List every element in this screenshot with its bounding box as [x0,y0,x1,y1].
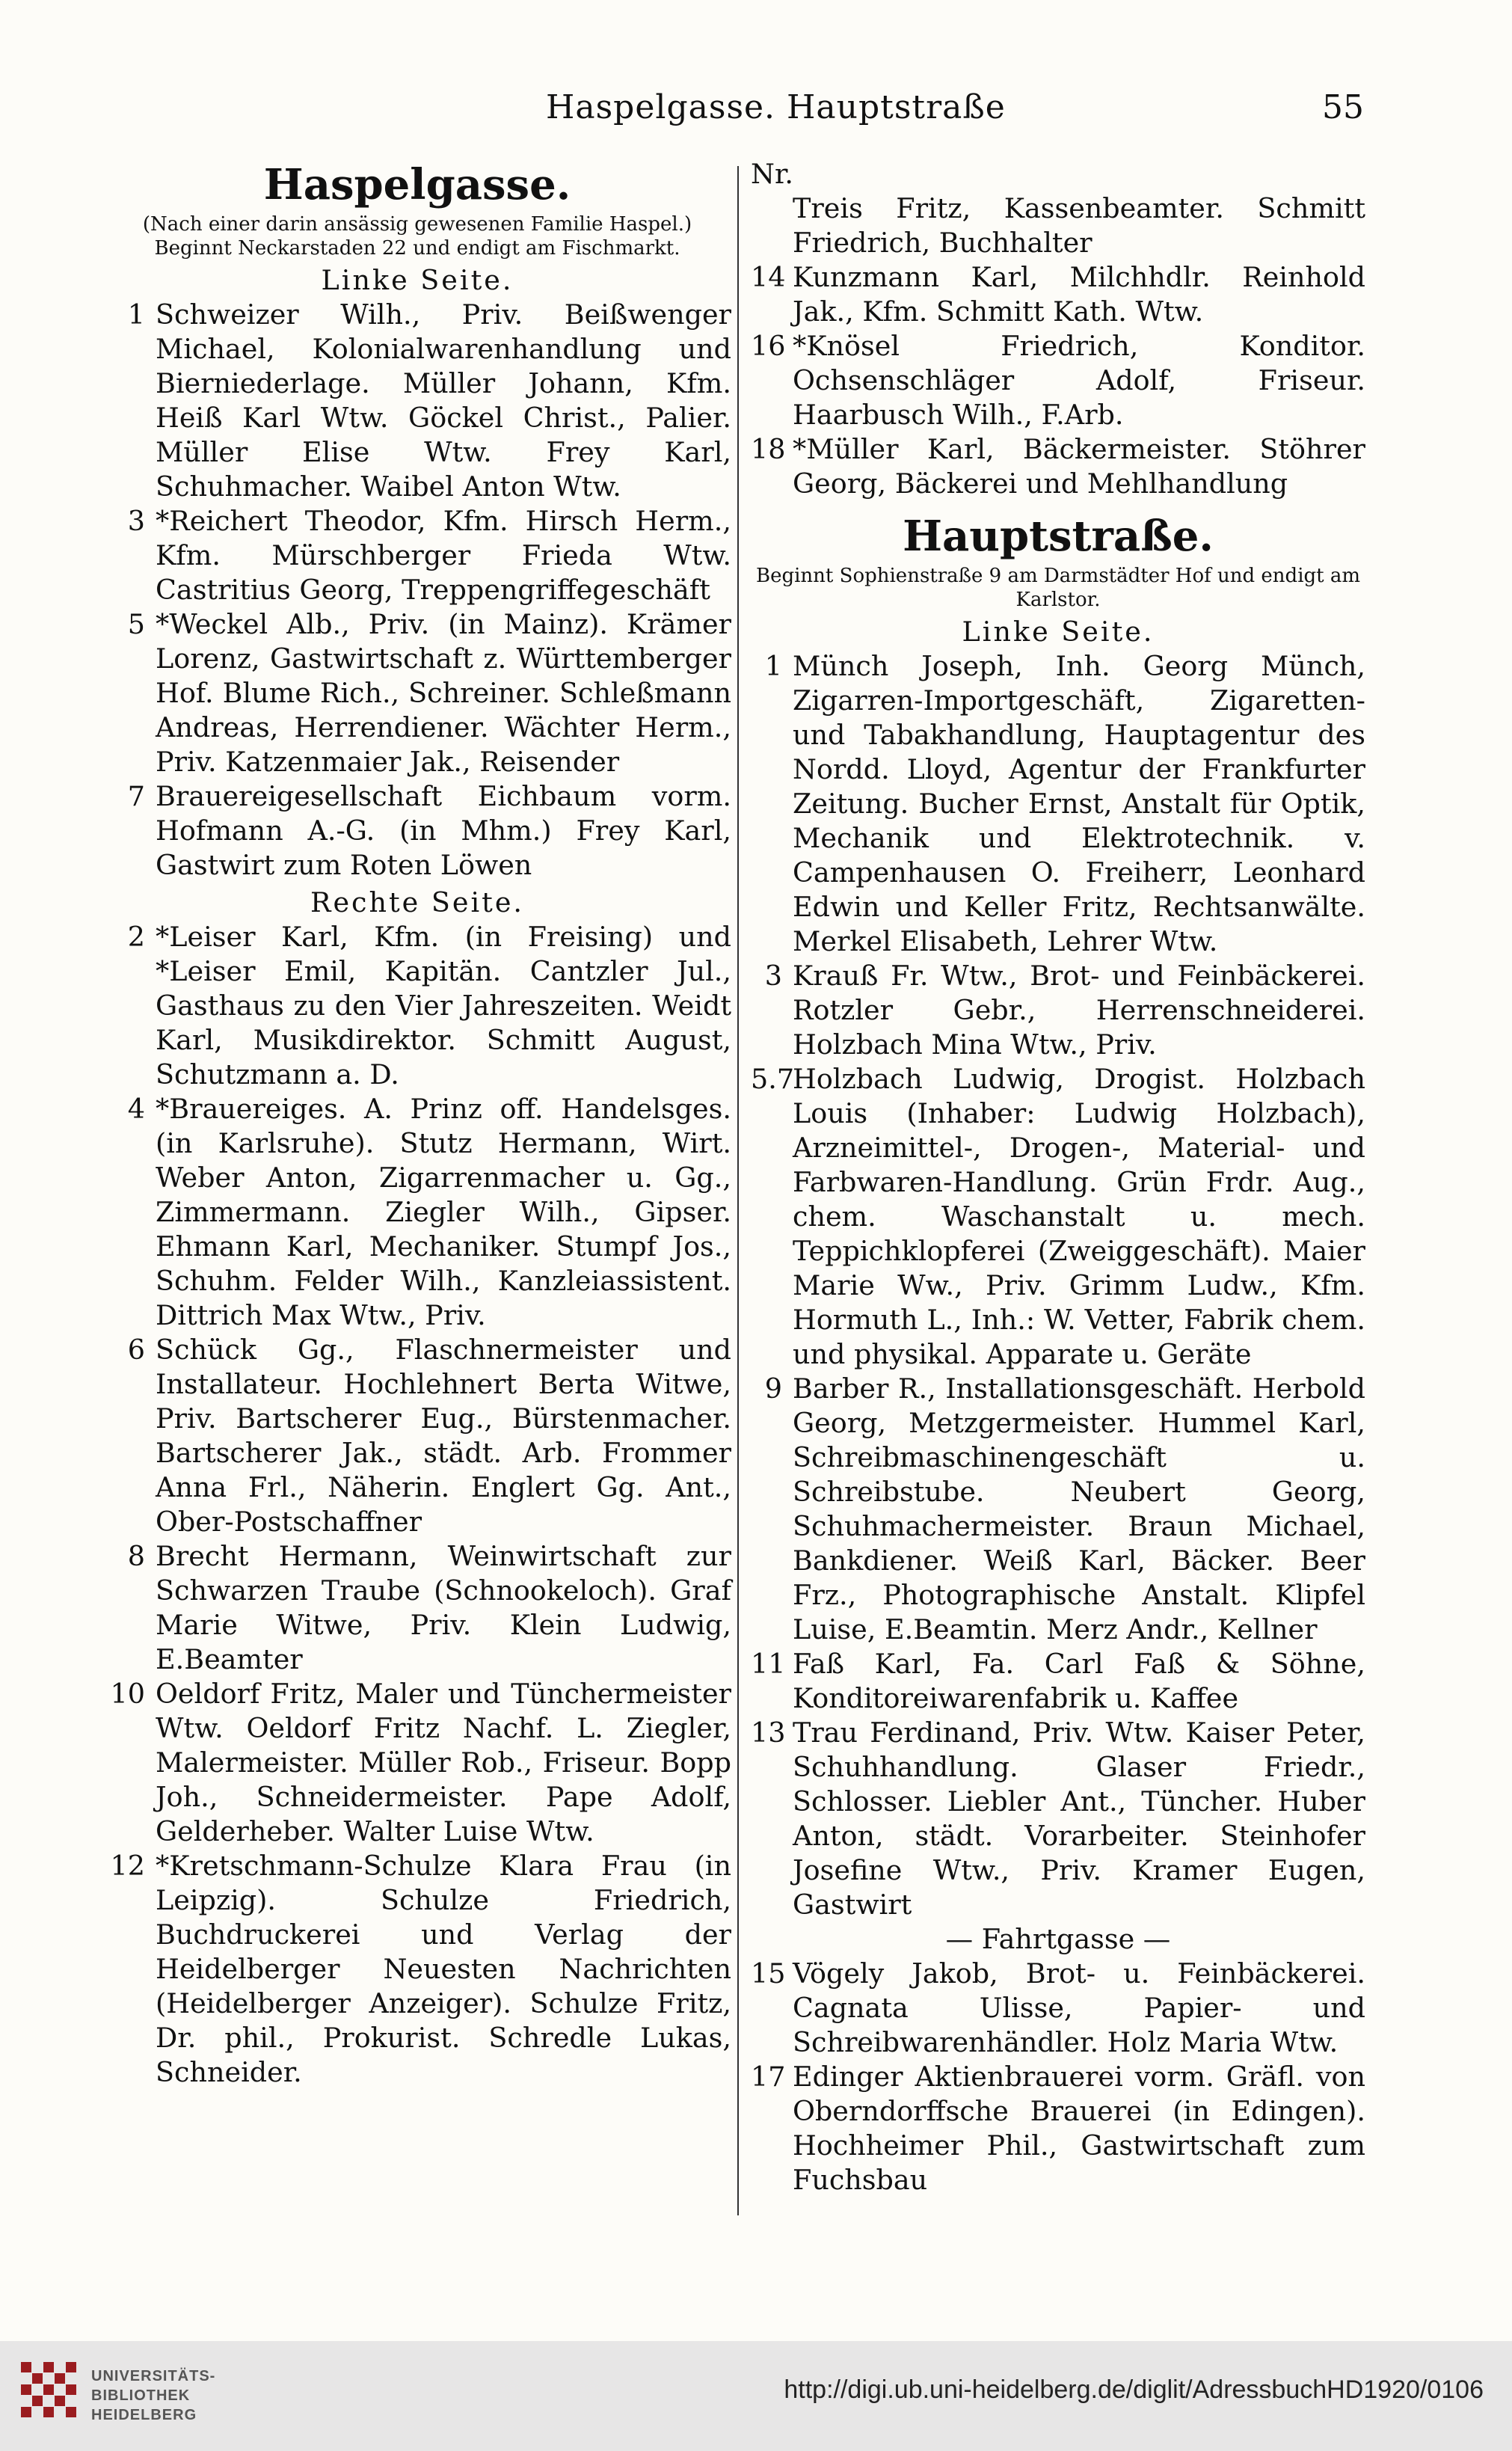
house-number: 8 [127,1540,145,1572]
residents-text: Brecht Hermann, Weinwirtschaft zur Schwarzen Traube (Schnookeloch). Graf Marie Witwe, Priv. Klein Ludwig, E.Beamter [156,1540,731,1675]
house-number: 16 [751,330,786,362]
address-entry [751,329,1365,432]
address-entry [103,1333,731,1539]
address-entry [103,298,731,504]
address-entry [751,432,1365,501]
residents-text: Vögely Jakob, Brot- u. Feinbäckerei. Cagnata Ulisse, Papier- und Schreibwarenhändler. Holz Maria Wtw. [793,1957,1365,2058]
address-entry [751,2060,1365,2197]
right-column [751,157,1365,2197]
house-number: 4 [127,1093,145,1125]
house-number: 7 [127,780,145,812]
residents-text: *Weckel Alb., Priv. (in Mainz). Krämer Lorenz, Gastwirtschaft z. Württemberger Hof. Blume Rich., Schreiner. Schleßmann Andreas, Herrendiener. Wächter Herm., Priv. Katzenmaier Jak., Reisender [156,608,731,778]
house-number: 2 [127,921,145,953]
library-footer [0,2341,1512,2451]
address-entry [103,1849,731,2090]
side-heading-left: Linke Seite. [962,616,1155,648]
running-head: Haspelgasse. Hauptstraße [546,88,1006,126]
residents-text: Münch Joseph, Inh. Georg Münch, Zigarren-Importgeschäft, Zigaretten- und Tabakhandlung, Hauptagentur des Nordd. Lloyd, Agentur der Frankfurter Zeitung. Bucher Ernst, Anstalt für Optik, Mechanik und Elektrotechnik. v. Campenhausen O. Freiherr, Leonhard Edwin und Keller Fritz, Rechtsanwälte. Merkel Elisabeth, Lehrer Wtw. [793,650,1365,957]
entry-list-left-side [103,298,731,883]
residents-text: *Leiser Karl, Kfm. (in Freising) und *Leiser Emil, Kapitän. Cantzler Jul., Gasthaus zu den Vier Jahreszeiten. Weidt Karl, Musikdirektor. Schmitt August, Schutzmann a. D. [156,921,731,1090]
address-entry [751,260,1365,329]
street-route-note: Beginnt Neckarstaden 22 und endigt am Fischmarkt. [154,237,680,260]
residents-text: Schweizer Wilh., Priv. Beißwenger Michael, Kolonialwarenhandlung und Bierniederlage. Müller Johann, Kfm. Heiß Karl Wtw. Göckel Christ., Palier. Müller Elise Wtw. Frey Karl, Schuhmacher. Waibel Anton Wtw. [156,298,731,503]
address-entry [751,1372,1365,1647]
address-entry [103,1539,731,1677]
university-library-logo-icon [15,2356,82,2423]
entry-list-after-fahrtgasse [751,1957,1365,2197]
house-number: 15 [751,1957,786,1990]
side-heading-left: Linke Seite. [321,264,514,296]
address-entry [103,504,731,607]
address-entry [103,1677,731,1849]
residents-text: Brauereigesellschaft Eichbaum vorm. Hofmann A.-G. (in Mhm.) Frey Karl, Gastwirt zum Roten Löwen [156,780,731,881]
street-heading: Hauptstraße. [903,512,1214,561]
residents-text: *Reichert Theodor, Kfm. Hirsch Herm., Kfm. Mürschberger Frieda Wtw. Castritius Georg, Treppengriffegeschäft [156,505,731,606]
house-number: 17 [751,2061,786,2093]
house-number: 14 [751,261,786,293]
left-column [103,157,731,2090]
entry-list-haspelgasse-cont [751,260,1365,501]
house-number: 18 [751,433,786,465]
cross-street-marker: — Fahrtgasse — [945,1923,1171,1955]
address-entry [751,1647,1365,1716]
house-number: 9 [764,1372,782,1405]
side-heading-right: Rechte Seite. [310,886,525,918]
entry-list-right-side [103,920,731,2090]
house-number: 11 [751,1648,786,1680]
house-number: 5 [127,608,145,640]
page-number: 55 [1322,88,1364,126]
residents-text: Faß Karl, Fa. Carl Faß & Söhne, Konditoreiwarenfabrik u. Kaffee [793,1648,1365,1714]
house-number: 5.7 [751,1063,795,1095]
street-route-note: Beginnt Sophienstraße 9 am Darmstädter Hof und endigt am Karlstor. [755,565,1361,611]
address-entry [751,959,1365,1062]
house-number: 6 [127,1334,145,1366]
residents-text: Krauß Fr. Wtw., Brot- und Feinbäckerei. Rotzler Gebr., Herrenschneiderei. Holzbach Mina Wtw., Priv. [793,960,1365,1061]
residents-text: *Brauereiges. A. Prinz off. Handelsges. (in Karlsruhe). Stutz Hermann, Wirt. Weber Anton, Zigarrenmacher u. Gg., Zimmermann. Ziegler Wilh., Gipser. Ehmann Karl, Mechaniker. Stumpf Jos., Schuhm. Felder Wilh., Kanzleiassistent. Dittrich Max Wtw., Priv. [156,1093,731,1331]
address-entry [103,779,731,883]
entry-list-hauptstrasse [751,649,1365,1922]
residents-text: Oeldorf Fritz, Maler und Tünchermeister Wtw. Oeldorf Fritz Nachf. L. Ziegler, Malermeister. Müller Rob., Friseur. Bopp Joh., Schneidermeister. Pape Adolf, Gelderheber. Walter Luise Wtw. [156,1678,731,1847]
house-number: 1 [127,298,145,331]
residents-text: Schück Gg., Flaschnermeister und Installateur. Hochlehnert Berta Witwe, Priv. Bartscherer Eug., Bürstenmacher. Bartscherer Jak., städt. Arb. Frommer Anna Frl., Näherin. Englert Gg. Ant., Ober-Postschaffner [156,1334,731,1538]
column-rule [737,166,739,2215]
residents-text: Edinger Aktienbrauerei vorm. Gräfl. von Oberndorffsche Brauerei (in Edingen). Hochheimer Phil., Gastwirtschaft zum Fuchsbau [793,2061,1365,2196]
street-origin-note: (Nach einer darin ansässig gewesenen Familie Haspel.) [142,213,692,236]
house-number: 10 [110,1678,145,1710]
house-number: 3 [764,960,782,992]
address-entry [751,1957,1365,2060]
residents-text: Holzbach Ludwig, Drogist. Holzbach Louis (Inhaber: Ludwig Holzbach), Arzneimittel-, Drogen-, Material- und Farbwaren-Handlung. Grün Frdr. Aug., chem. Waschanstalt u. mech. Teppichklopferei (Zweiggeschäft). Maier Marie Ww., Priv. Grimm Ludw., Kfm. Hormuth L., Inh.: W. Vetter, Fabrik chem. und physikal. Apparate u. Geräte [793,1063,1365,1370]
residents-text: *Knösel Friedrich, Konditor. Ochsenschläger Adolf, Friseur. Haarbusch Wilh., F.Arb. [793,330,1365,431]
continued-entry: Treis Fritz, Kassenbeamter. Schmitt Friedrich, Buchhalter [793,192,1365,259]
library-name: UNIVERSITÄTS- BIBLIOTHEK HEIDELBERG [91,2368,216,2423]
street-heading: Haspelgasse. [263,160,571,209]
house-number: 13 [751,1717,786,1749]
address-entry [751,1716,1365,1922]
address-entry [103,607,731,779]
residents-text: Trau Ferdinand, Priv. Wtw. Kaiser Peter, Schuhhandlung. Glaser Friedr., Schlosser. Liebler Ant., Tüncher. Huber Anton, städt. Vorarbeiter. Steinhofer Josefine Wtw., Priv. Kramer Eugen, Gastwirt [793,1717,1365,1921]
address-entry [751,1062,1365,1372]
address-entry [751,649,1365,959]
residents-text: *Kretschmann-Schulze Klara Frau (in Leipzig). Schulze Friedrich, Buchdruckerei und Verlag der Heidelberger Neuesten Nachrichten (Heidelberger Anzeiger). Schulze Fritz, Dr. phil., Prokurist. Schredle Lukas, Schneider. [156,1850,731,2088]
residents-text: Barber R., Installationsgeschäft. Herbold Georg, Metzgermeister. Hummel Karl, Schreibmaschinengeschäft u. Schreibstube. Neubert Georg, Schuhmachermeister. Braun Michael, Bankdiener. Weiß Karl, Bäcker. Beer Frz., Photographische Anstalt. Klipfel Luise, E.Beamtin. Merz Andr., Kellner [793,1372,1365,1645]
house-number: 1 [764,650,782,682]
house-number: 12 [110,1850,145,1882]
house-number: 3 [127,505,145,537]
residents-text: Kunzmann Karl, Milchhdlr. Reinhold Jak., Kfm. Schmitt Kath. Wtw. [793,261,1365,328]
address-entry [103,1092,731,1333]
nr-label: Nr. [751,158,793,190]
residents-text: *Müller Karl, Bäckermeister. Stöhrer Georg, Bäckerei und Mehlhandlung [793,433,1365,500]
address-entry [103,920,731,1092]
permalink-url[interactable]: http://digi.ub.uni-heidelberg.de/diglit/AdressbuchHD1920/0106 [784,2375,1484,2404]
